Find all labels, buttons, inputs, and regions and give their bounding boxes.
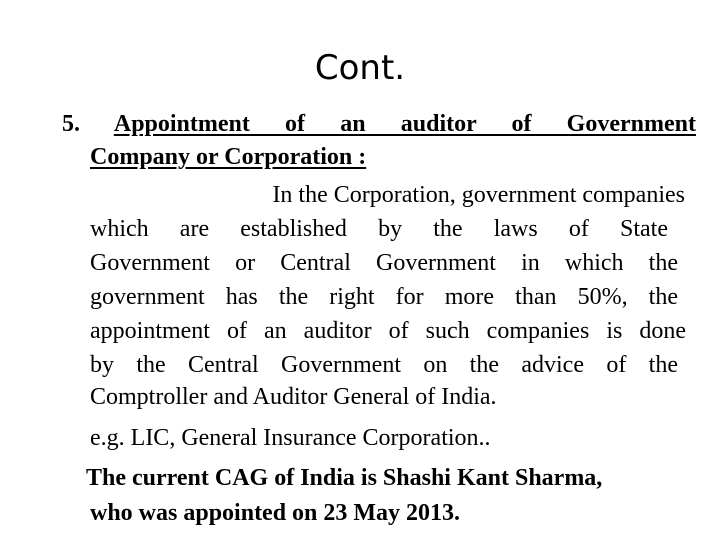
heading-line-1 xyxy=(62,109,696,139)
heading-text-part-1: Appointment of an auditor of Government xyxy=(113,111,696,137)
cag-line-2: who was appointed on 23 May 2013. xyxy=(90,500,461,526)
body-line-1: In the Corporation, government companies xyxy=(272,182,685,208)
body-line-4: government has the right for more than 50%, the xyxy=(90,284,678,310)
body-line-2: which are established by the laws of State xyxy=(90,216,668,242)
body-line-6: by the Central Government on the advice of the xyxy=(90,352,678,378)
heading-number: 5. xyxy=(62,111,80,137)
example-text: e.g. LIC, General Insurance Corporation.. xyxy=(90,425,491,451)
body-line-3: Government or Central Government in which the xyxy=(90,250,678,276)
body-line-5: appointment of an auditor of such companies is done xyxy=(90,318,686,344)
body-line-7: Comptroller and Auditor General of India. xyxy=(90,384,497,410)
cag-line-1: The current CAG of India is Shashi Kant Sharma, xyxy=(86,465,603,491)
heading-line-2: Company or Corporation : xyxy=(90,144,367,170)
slide-title: Cont. xyxy=(314,48,406,88)
